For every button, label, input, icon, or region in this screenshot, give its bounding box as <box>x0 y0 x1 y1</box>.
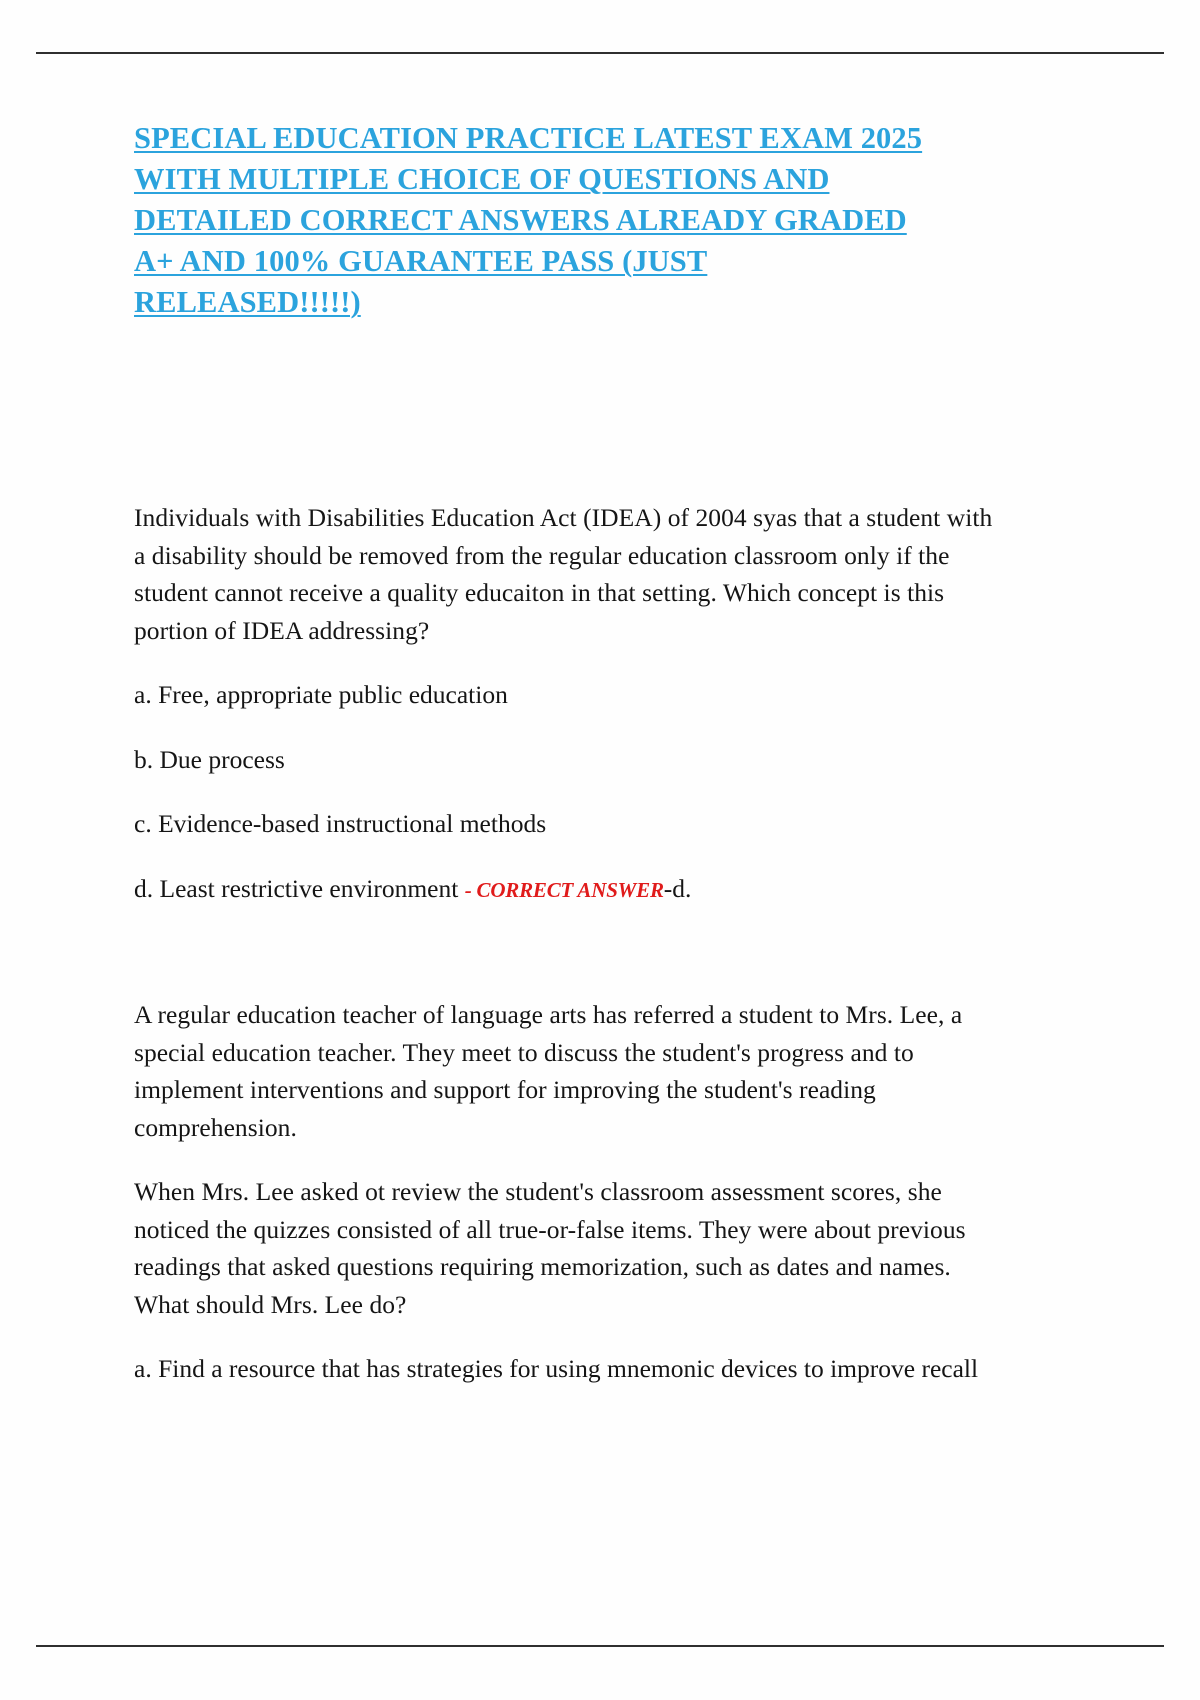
correct-answer-letter: -d. <box>663 873 692 903</box>
question-gap-spacer <box>134 936 1004 996</box>
question-1-option-a[interactable]: a. Free, appropriate public education <box>134 680 508 709</box>
question-2-scenario-paragraph-2: When Mrs. Lee asked ot review the student's classroom assessment scores, she noticed the quizzes consisted of all true-or-false items. They were about previous readings that asked questions requiring memorization, such as dates and names. What should Mrs. Lee do? <box>134 1177 966 1319</box>
question-2-scenario-paragraph-1: A regular education teacher of language arts has referred a student to Mrs. Lee, a special education teacher. They meet to discuss the student's progress and to implement interventions and support for improving the student's reading comprehension. <box>134 1000 963 1142</box>
title-body-spacer <box>134 323 1004 499</box>
question-1-option-b[interactable]: b. Due process <box>134 744 285 774</box>
question-1-option-c[interactable]: c. Evidence-based instructional methods <box>134 809 547 838</box>
correct-answer-annotation: - CORRECT ANSWER <box>464 877 664 902</box>
question-1-stem: Individuals with Disabilities Education Act (IDEA) of 2004 syas that a student with a disability should be removed from the regular education classroom only if the student cannot receive a quality educaiton in that setting. Which concept is this portion of IDEA addressing? <box>134 503 993 645</box>
document-content <box>134 118 1004 1415</box>
page-footer-rule <box>36 1645 1164 1647</box>
page-header-rule <box>36 52 1164 54</box>
question-1-block <box>134 499 1004 909</box>
question-2-block <box>134 996 1004 1388</box>
document-title: SPECIAL EDUCATION PRACTICE LATEST EXAM 2025 WITH MULTIPLE CHOICE OF QUESTIONS AND DETAILED CORRECT ANSWERS ALREADY GRADED A+ AND 100% GUARANTEE PASS (JUST RELEASED!!!!!) <box>134 121 923 319</box>
question-1-option-d[interactable] <box>134 870 1004 910</box>
question-2-option-a[interactable]: a. Find a resource that has strategies for using mnemonic devices to improve recall <box>134 1354 979 1383</box>
question-1-option-d-label: d. Least restrictive environment <box>134 873 459 903</box>
